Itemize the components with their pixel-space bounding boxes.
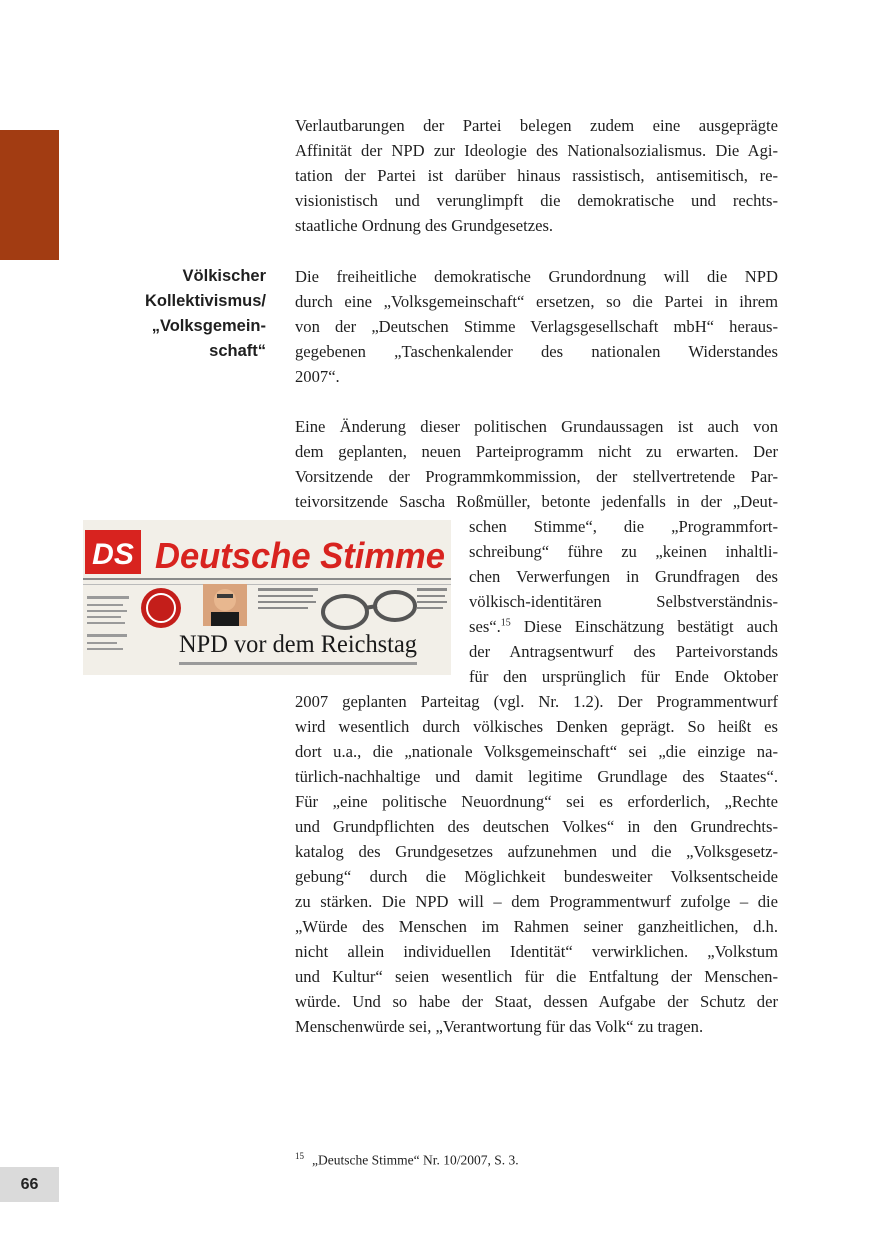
- text-line: 2007“.: [295, 367, 340, 386]
- headline-text: NPD vor dem Reichstag: [179, 631, 418, 658]
- body-paragraph-3-wrap: [469, 514, 778, 689]
- margin-heading-line: „Volksgemein-: [151, 317, 266, 335]
- footnote: [295, 1151, 519, 1169]
- text-line: Menschenwürde sei, „Verantwortung für das Volk“ zu tragen.: [295, 1017, 704, 1036]
- margin-heading-line: Völkischer: [182, 267, 266, 285]
- footnote-text: „Deutsche Stimme“ Nr. 10/2007, S. 3.: [312, 1152, 519, 1168]
- text-line: gegebenen „Taschenkalender des nationalen Widerstandes: [295, 342, 778, 361]
- footnote-reference[interactable]: 15: [500, 617, 511, 629]
- text-line: visionistisch und verunglimpft die demokratische und rechts-: [295, 191, 778, 210]
- text-fragment: ses“.: [469, 617, 501, 636]
- newspaper-clipping-image: [83, 520, 451, 675]
- text-line: chen Verwerfungen in Grundfragen des: [469, 567, 778, 586]
- text-line: teivorsitzende Sascha Roßmüller, betonte jedenfalls in der „Deut-: [295, 492, 778, 511]
- body-paragraph-4: [295, 689, 778, 1039]
- text-line: und Kultur“ seien wesentlich für die Entfaltung der Menschen-: [295, 967, 778, 986]
- text-line: schreibung“ führe zu „keinen inhaltli-: [469, 542, 778, 561]
- text-line: staatliche Ordnung des Grundgesetzes.: [295, 216, 554, 235]
- text-line: für den ursprünglich für Ende Oktober: [469, 667, 778, 686]
- text-line: Eine Änderung dieser politischen Grundaussagen ist auch von: [295, 417, 778, 436]
- text-fragment: Diese Einschätzung bestätigt auch: [523, 617, 778, 636]
- text-line: türlich-nachhaltige und damit legitime Grundlage des Staates“.: [295, 767, 778, 786]
- text-line: von der „Deutschen Stimme Verlagsgesellschaft mbH“ heraus-: [295, 317, 778, 336]
- text-line: Die freiheitliche demokratische Grundordnung will die NPD: [295, 267, 778, 286]
- text-line: katalog des Grundgesetzes aufzunehmen und die „Volksgesetz-: [295, 842, 778, 861]
- ds-logo-text: DS: [92, 538, 134, 571]
- page-number: 66: [0, 1167, 59, 1202]
- text-line: 2007 geplanten Parteitag (vgl. Nr. 1.2). Der Programmentwurf: [295, 692, 778, 711]
- margin-heading-line: Kollektivismus/: [144, 292, 266, 310]
- chapter-color-tab: [0, 130, 59, 260]
- text-line: wird wesentlich durch völkisches Denken geprägt. So heißt es: [295, 717, 778, 736]
- footnote-number: 15: [295, 1151, 304, 1161]
- text-line: [469, 614, 778, 639]
- text-line: nicht allein individuellen Identität“ verwirklichen. „Volkstum: [295, 942, 778, 961]
- text-line: dort u.a., die „nationale Volksgemeinschaft“ sei „die einzige na-: [295, 742, 778, 761]
- body-paragraph-2: [295, 264, 778, 389]
- text-line: und Grundpflichten des deutschen Volkes“ in den Grundrechts-: [295, 817, 778, 836]
- text-line: völkisch-identitären Selbstverständnis-: [469, 592, 778, 611]
- text-line: Vorsitzende der Programmkommission, der stellvertretende Par-: [295, 467, 778, 486]
- text-line: Verlautbarungen der Partei belegen zudem eine ausgeprägte: [295, 116, 778, 135]
- text-line: schen Stimme“, die „Programmfort-: [469, 517, 778, 536]
- text-line: Für „eine politische Neuordnung“ sei es erforderlich, „Rechte: [295, 792, 778, 811]
- masthead-text: Deutsche Stimme: [155, 535, 445, 576]
- text-line: durch eine „Volksgemeinschaft“ ersetzen, so die Partei in ihrem: [295, 292, 778, 311]
- margin-heading-line: schaft“: [209, 342, 266, 360]
- text-line: zu stärken. Die NPD will – dem Programmentwurf zufolge – die: [295, 892, 778, 911]
- body-paragraph-1: [295, 113, 778, 238]
- text-line: der Antragsentwurf des Parteivorstands: [469, 642, 778, 661]
- text-line: „Würde des Menschen im Rahmen seiner ganzheitlichen, d.h.: [295, 917, 778, 936]
- text-line: Affinität der NPD zur Ideologie des Nationalsozialismus. Die Agi-: [295, 141, 778, 160]
- text-line: würde. Und so habe der Staat, dessen Aufgabe der Schutz der: [295, 992, 778, 1011]
- text-line: tation der Partei ist darüber hinaus rassistisch, antisemitisch, re-: [295, 166, 778, 185]
- margin-heading: [100, 264, 266, 364]
- text-line: gebung“ durch die Möglichkeit bundesweiter Volksentscheide: [295, 867, 778, 886]
- body-paragraph-3: [295, 414, 778, 514]
- text-line: dem geplanten, neuen Parteiprogramm nicht zu erwarten. Der: [295, 442, 778, 461]
